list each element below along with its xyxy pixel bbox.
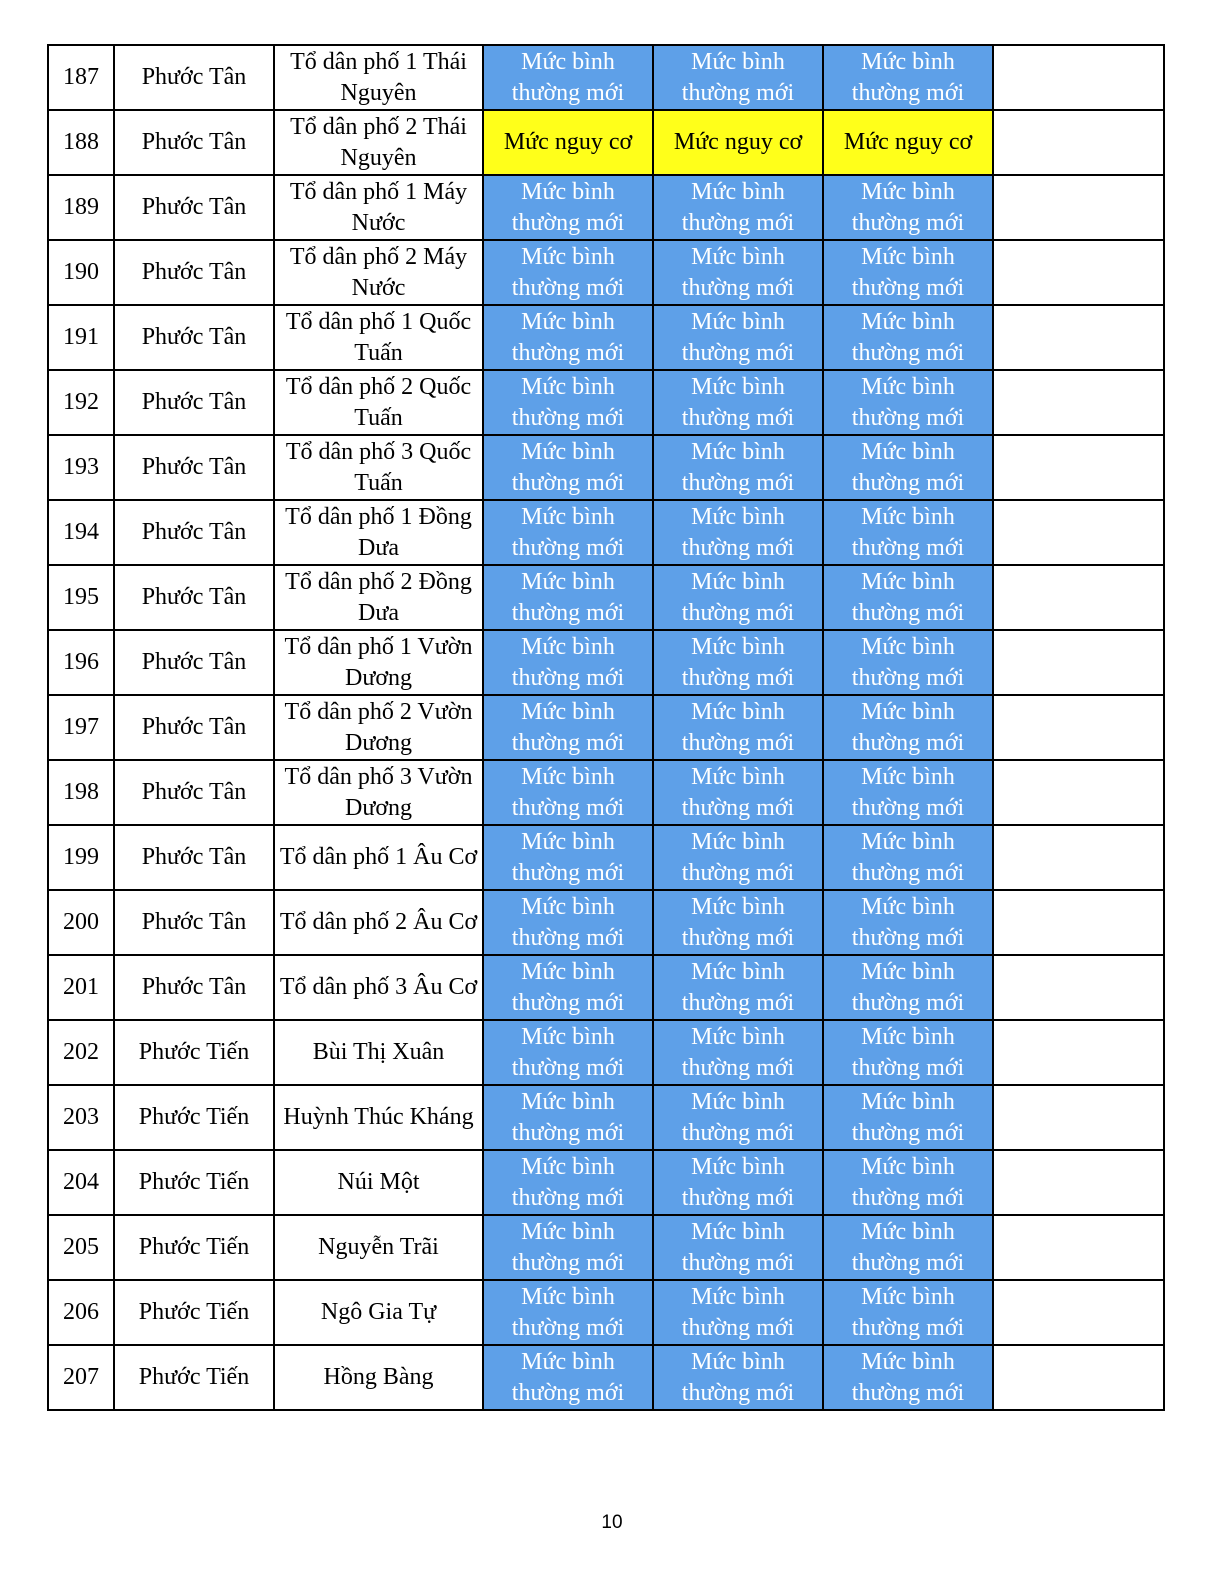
table-row: [48, 110, 1164, 175]
note-cell: [993, 1150, 1164, 1215]
area-cell: Tổ dân phố 2 Âu Cơ: [274, 890, 483, 955]
note-cell: [993, 695, 1164, 760]
area-cell: Tổ dân phố 2 Vườn Dương: [274, 695, 483, 760]
row-number-cell: 207: [48, 1345, 114, 1410]
row-number-cell: 201: [48, 955, 114, 1020]
level-cell: Mức bình thường mới: [653, 500, 823, 565]
note-cell: [993, 630, 1164, 695]
table-row: [48, 565, 1164, 630]
level-cell: Mức bình thường mới: [653, 760, 823, 825]
level-cell: Mức bình thường mới: [653, 825, 823, 890]
table-row: [48, 760, 1164, 825]
row-number-cell: 193: [48, 435, 114, 500]
ward-cell: Phước Tiến: [114, 1150, 274, 1215]
ward-cell: Phước Tân: [114, 890, 274, 955]
note-cell: [993, 240, 1164, 305]
level-cell: Mức bình thường mới: [483, 695, 653, 760]
level-cell: Mức bình thường mới: [653, 1215, 823, 1280]
row-number-cell: 192: [48, 370, 114, 435]
row-number-cell: 206: [48, 1280, 114, 1345]
area-cell: Núi Một: [274, 1150, 483, 1215]
area-cell: Hồng Bàng: [274, 1345, 483, 1410]
ward-cell: Phước Tiến: [114, 1215, 274, 1280]
row-number-cell: 197: [48, 695, 114, 760]
level-cell: Mức bình thường mới: [483, 955, 653, 1020]
table-row: [48, 825, 1164, 890]
row-number-cell: 195: [48, 565, 114, 630]
level-cell: Mức bình thường mới: [653, 1020, 823, 1085]
level-cell: Mức bình thường mới: [823, 760, 993, 825]
table-row: [48, 695, 1164, 760]
row-number-cell: 191: [48, 305, 114, 370]
note-cell: [993, 1215, 1164, 1280]
row-number-cell: 203: [48, 1085, 114, 1150]
table-row: [48, 630, 1164, 695]
table-row: [48, 1215, 1164, 1280]
ward-cell: Phước Tiến: [114, 1280, 274, 1345]
level-cell: Mức bình thường mới: [483, 305, 653, 370]
level-cell: Mức bình thường mới: [823, 890, 993, 955]
row-number-cell: 190: [48, 240, 114, 305]
level-cell: Mức bình thường mới: [483, 890, 653, 955]
area-cell: Tổ dân phố 1 Đồng Dưa: [274, 500, 483, 565]
note-cell: [993, 890, 1164, 955]
area-cell: Tổ dân phố 3 Âu Cơ: [274, 955, 483, 1020]
level-cell: Mức bình thường mới: [823, 435, 993, 500]
note-cell: [993, 500, 1164, 565]
level-cell: Mức bình thường mới: [823, 565, 993, 630]
note-cell: [993, 1020, 1164, 1085]
ward-cell: Phước Tân: [114, 565, 274, 630]
note-cell: [993, 175, 1164, 240]
area-cell: Nguyễn Trãi: [274, 1215, 483, 1280]
level-cell: Mức bình thường mới: [483, 1150, 653, 1215]
note-cell: [993, 305, 1164, 370]
table-row: [48, 370, 1164, 435]
table-row: [48, 1020, 1164, 1085]
row-number-cell: 202: [48, 1020, 114, 1085]
table-row: [48, 1085, 1164, 1150]
note-cell: [993, 1345, 1164, 1410]
level-cell: Mức bình thường mới: [483, 565, 653, 630]
level-cell: Mức bình thường mới: [653, 1345, 823, 1410]
row-number-cell: 199: [48, 825, 114, 890]
level-cell: Mức bình thường mới: [823, 1150, 993, 1215]
note-cell: [993, 435, 1164, 500]
ward-cell: Phước Tân: [114, 435, 274, 500]
note-cell: [993, 955, 1164, 1020]
level-cell: Mức bình thường mới: [653, 240, 823, 305]
table-row: [48, 890, 1164, 955]
level-cell: Mức bình thường mới: [483, 760, 653, 825]
area-cell: Huỳnh Thúc Kháng: [274, 1085, 483, 1150]
area-cell: Tổ dân phố 2 Thái Nguyên: [274, 110, 483, 175]
row-number-cell: 188: [48, 110, 114, 175]
area-cell: Tổ dân phố 2 Đồng Dưa: [274, 565, 483, 630]
level-cell: Mức bình thường mới: [823, 825, 993, 890]
note-cell: [993, 760, 1164, 825]
note-cell: [993, 370, 1164, 435]
level-cell: Mức bình thường mới: [483, 825, 653, 890]
table-row: [48, 500, 1164, 565]
level-cell: Mức bình thường mới: [653, 305, 823, 370]
level-cell: Mức bình thường mới: [823, 1280, 993, 1345]
level-cell: Mức bình thường mới: [483, 175, 653, 240]
level-cell: Mức bình thường mới: [823, 370, 993, 435]
level-cell: Mức bình thường mới: [823, 500, 993, 565]
level-cell: Mức bình thường mới: [653, 565, 823, 630]
ward-cell: Phước Tiến: [114, 1085, 274, 1150]
level-cell: Mức nguy cơ: [653, 110, 823, 175]
page-number: 10: [601, 1512, 623, 1533]
level-cell: Mức nguy cơ: [823, 110, 993, 175]
table-row: [48, 175, 1164, 240]
level-cell: Mức bình thường mới: [483, 1020, 653, 1085]
ward-cell: Phước Tân: [114, 370, 274, 435]
level-cell: Mức nguy cơ: [483, 110, 653, 175]
ward-cell: Phước Tân: [114, 760, 274, 825]
row-number-cell: 187: [48, 45, 114, 110]
level-cell: Mức bình thường mới: [483, 1280, 653, 1345]
ward-cell: Phước Tân: [114, 955, 274, 1020]
ward-cell: Phước Tân: [114, 630, 274, 695]
level-cell: Mức bình thường mới: [483, 630, 653, 695]
level-cell: Mức bình thường mới: [483, 435, 653, 500]
area-cell: Tổ dân phố 1 Quốc Tuấn: [274, 305, 483, 370]
ward-cell: Phước Tân: [114, 240, 274, 305]
table-row: [48, 1345, 1164, 1410]
level-cell: Mức bình thường mới: [483, 1085, 653, 1150]
note-cell: [993, 110, 1164, 175]
level-cell: Mức bình thường mới: [653, 1150, 823, 1215]
ward-cell: Phước Tân: [114, 175, 274, 240]
area-cell: Tổ dân phố 1 Thái Nguyên: [274, 45, 483, 110]
area-cell: Tổ dân phố 2 Máy Nước: [274, 240, 483, 305]
level-cell: Mức bình thường mới: [653, 45, 823, 110]
level-cell: Mức bình thường mới: [823, 1345, 993, 1410]
level-cell: Mức bình thường mới: [653, 890, 823, 955]
ward-cell: Phước Tân: [114, 110, 274, 175]
level-cell: Mức bình thường mới: [483, 500, 653, 565]
row-number-cell: 204: [48, 1150, 114, 1215]
area-cell: Tổ dân phố 1 Máy Nước: [274, 175, 483, 240]
area-cell: Tổ dân phố 3 Vườn Dương: [274, 760, 483, 825]
ward-cell: Phước Tân: [114, 825, 274, 890]
area-cell: Tổ dân phố 1 Vườn Dương: [274, 630, 483, 695]
row-number-cell: 189: [48, 175, 114, 240]
risk-level-table: [47, 44, 1165, 1411]
ward-cell: Phước Tân: [114, 45, 274, 110]
ward-cell: Phước Tiến: [114, 1345, 274, 1410]
table-row: [48, 45, 1164, 110]
level-cell: Mức bình thường mới: [653, 955, 823, 1020]
table-row: [48, 1280, 1164, 1345]
ward-cell: Phước Tiến: [114, 1020, 274, 1085]
area-cell: Tổ dân phố 1 Âu Cơ: [274, 825, 483, 890]
level-cell: Mức bình thường mới: [823, 175, 993, 240]
level-cell: Mức bình thường mới: [823, 955, 993, 1020]
note-cell: [993, 45, 1164, 110]
table-row: [48, 955, 1164, 1020]
area-cell: Ngô Gia Tự: [274, 1280, 483, 1345]
level-cell: Mức bình thường mới: [653, 370, 823, 435]
area-cell: Bùi Thị Xuân: [274, 1020, 483, 1085]
row-number-cell: 198: [48, 760, 114, 825]
level-cell: Mức bình thường mới: [483, 370, 653, 435]
level-cell: Mức bình thường mới: [653, 175, 823, 240]
row-number-cell: 196: [48, 630, 114, 695]
note-cell: [993, 1280, 1164, 1345]
level-cell: Mức bình thường mới: [823, 1085, 993, 1150]
level-cell: Mức bình thường mới: [483, 240, 653, 305]
level-cell: Mức bình thường mới: [823, 630, 993, 695]
table-row: [48, 305, 1164, 370]
table-row: [48, 435, 1164, 500]
level-cell: Mức bình thường mới: [823, 695, 993, 760]
note-cell: [993, 1085, 1164, 1150]
level-cell: Mức bình thường mới: [483, 1345, 653, 1410]
level-cell: Mức bình thường mới: [653, 1085, 823, 1150]
ward-cell: Phước Tân: [114, 695, 274, 760]
level-cell: Mức bình thường mới: [823, 45, 993, 110]
note-cell: [993, 565, 1164, 630]
area-cell: Tổ dân phố 2 Quốc Tuấn: [274, 370, 483, 435]
note-cell: [993, 825, 1164, 890]
row-number-cell: 200: [48, 890, 114, 955]
level-cell: Mức bình thường mới: [653, 1280, 823, 1345]
table-body: [48, 45, 1164, 1410]
level-cell: Mức bình thường mới: [653, 435, 823, 500]
row-number-cell: 205: [48, 1215, 114, 1280]
row-number-cell: 194: [48, 500, 114, 565]
level-cell: Mức bình thường mới: [823, 1215, 993, 1280]
table-row: [48, 240, 1164, 305]
level-cell: Mức bình thường mới: [653, 630, 823, 695]
level-cell: Mức bình thường mới: [483, 1215, 653, 1280]
area-cell: Tổ dân phố 3 Quốc Tuấn: [274, 435, 483, 500]
ward-cell: Phước Tân: [114, 500, 274, 565]
level-cell: Mức bình thường mới: [823, 240, 993, 305]
ward-cell: Phước Tân: [114, 305, 274, 370]
level-cell: Mức bình thường mới: [823, 1020, 993, 1085]
table-row: [48, 1150, 1164, 1215]
level-cell: Mức bình thường mới: [483, 45, 653, 110]
level-cell: Mức bình thường mới: [823, 305, 993, 370]
level-cell: Mức bình thường mới: [653, 695, 823, 760]
